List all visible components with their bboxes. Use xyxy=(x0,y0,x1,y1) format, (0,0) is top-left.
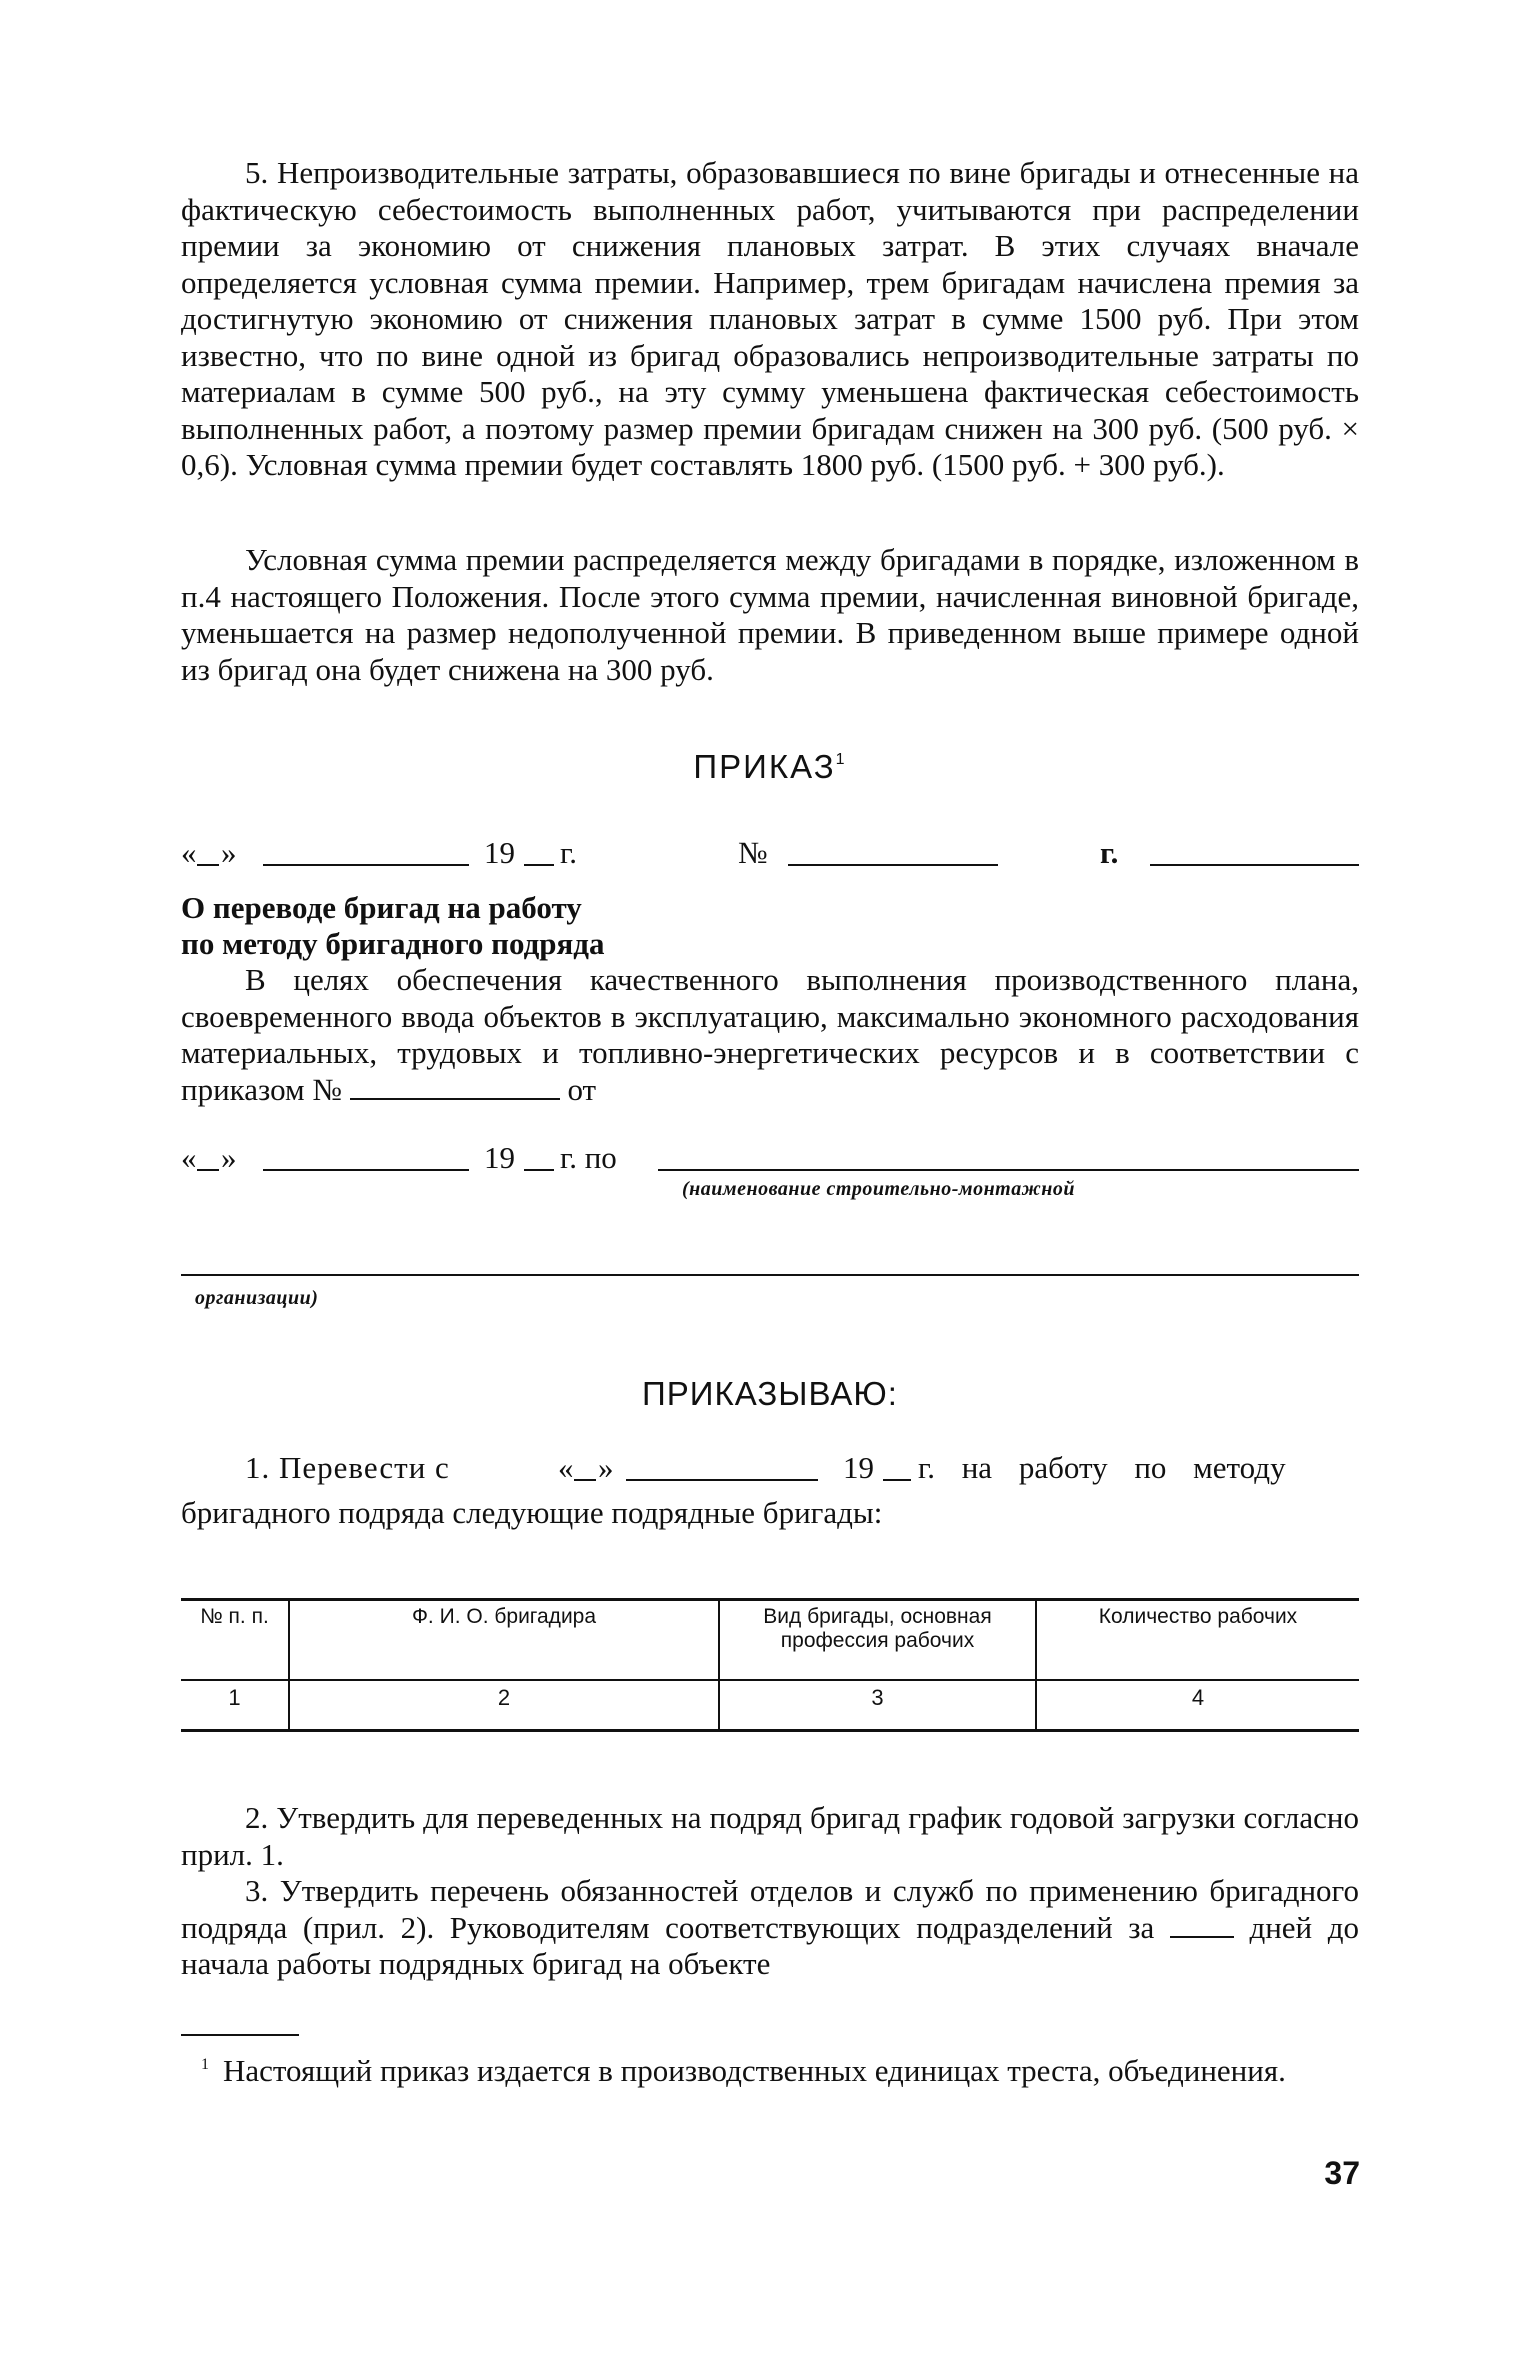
organization-name-blank xyxy=(658,1169,1359,1171)
date-month-blank xyxy=(263,864,469,866)
table-header-foreman: Ф. И. О. бригадира xyxy=(289,1600,719,1681)
order-preamble xyxy=(181,962,1359,1108)
item1-year-prefix: 19 xyxy=(843,1450,874,1485)
caption-organization-line1: (наименование строительно-монтажной xyxy=(682,1178,1075,1200)
order-title-footnote-mark: 1 xyxy=(835,751,847,768)
table-cell: 3 xyxy=(719,1680,1036,1731)
date-close-quote: » xyxy=(221,835,237,870)
date-year-prefix: 19 xyxy=(484,835,515,870)
item1-month-blank xyxy=(626,1479,818,1481)
page-number: 37 xyxy=(1324,2155,1360,2191)
order-subject-line1: О переводе бригад на работу xyxy=(181,890,582,925)
footnote-mark: 1 xyxy=(201,2056,209,2073)
item1-start: 1. Перевести с xyxy=(245,1450,450,1485)
ref-date-year-prefix: 19 xyxy=(484,1140,515,1175)
item3-text-part2: дней до начала работы подрядных бригад на объекте xyxy=(181,1909,1359,1981)
item1-year-blank xyxy=(883,1479,911,1481)
date-day-blank xyxy=(197,864,219,866)
footnote xyxy=(181,2047,1359,2089)
order-title xyxy=(181,748,1359,786)
item1-line2: бригадного подряда следующие подрядные бригады: xyxy=(181,1495,883,1530)
item-2: 2. Утвердить для переведенных на подряд бригад график годовой загрузки согласно прил. 1. xyxy=(181,1800,1359,1872)
paragraph-5: 5. Непроизводительные затраты, образовавшиеся по вине бригады и отнесенные на фактическую себестоимость выполненных работ, учитываются при распределении премии за экономию от снижения плановых затрат. В этих случаях вначале определяется условная сумма премии. Например, трем бригадам начислена премия за достигнутую экономию от снижения плановых затрат в сумме 1500 руб. При этом известно, что по вине одной из бригад образовались непроизводительные затраты по материалам в сумме 500 руб., на эту сумму уменьшена фактическая себестоимость выполненных работ, а поэтому размер премии бригадам снижен на 300 руб. (500 руб. × 0,6). Условная сумма премии будет составлять 1800 руб. (1500 руб. + 300 руб.). xyxy=(181,155,1359,482)
order-title-text: ПРИКАЗ xyxy=(693,748,836,785)
ref-date-day-blank xyxy=(197,1169,219,1171)
ref-date-by: г. по xyxy=(560,1140,617,1175)
ref-date-year-blank xyxy=(524,1169,554,1171)
order-number-blank xyxy=(788,864,998,866)
table-cell: 2 xyxy=(289,1680,719,1731)
order-subject-line2: по методу бригадного подряда xyxy=(181,926,605,961)
date-year-blank xyxy=(524,864,554,866)
order-preamble-text: В целях обеспечения качественного выполнения производственного плана, своевременного ввода объектов в эксплуатацию, максимально экономного расходования материальных, трудовых и топливно-энергетических ресурсов и в соответствии с приказом № xyxy=(181,962,1359,1107)
table-header-workers-count: Количество рабочих xyxy=(1036,1600,1359,1681)
command-heading: ПРИКАЗЫВАЮ: xyxy=(642,1375,898,1412)
paragraph-distribution: Условная сумма премии распределяется между бригадами в порядке, изложенном в п.4 настоящего Положения. После этого сумма премии, начисленная виновной бригаде, уменьшается на размер недополученной премии. В приведенном выше примере одной из бригад она будет снижена на 300 руб. xyxy=(181,542,1359,687)
footnote-text: Настоящий приказ издается в производственных единицах треста, объединения. xyxy=(223,2053,1286,2088)
city-blank xyxy=(1150,864,1359,866)
city-label: г. xyxy=(1100,835,1119,870)
item-3 xyxy=(181,1873,1359,1983)
item3-text-part1: 3. Утвердить перечень обязанностей отделов и служб по применению бригадного подряда (прил. 2). Руководителям соответствующих подразделений за xyxy=(181,1873,1359,1945)
ref-date-open-quote: « xyxy=(181,1140,197,1175)
order-number-label: № xyxy=(738,835,768,870)
date-year-suffix: г. xyxy=(560,835,577,870)
brigades-table xyxy=(181,1598,1359,1732)
organization-name-blank-2 xyxy=(181,1274,1359,1276)
caption-organization-line2: организации) xyxy=(195,1287,319,1309)
item3-days-blank xyxy=(1170,1910,1234,1938)
ref-date-close-quote: » xyxy=(221,1140,237,1175)
table-header-number: № п. п. xyxy=(181,1600,289,1681)
order-preamble-from: от xyxy=(567,1071,597,1107)
ref-date-month-blank xyxy=(263,1169,469,1171)
table-header-brigade-type: Вид бригады, основная профессия рабочих xyxy=(719,1600,1036,1681)
item1-day-blank xyxy=(574,1479,596,1481)
item1-close-quote: » xyxy=(598,1450,614,1485)
table-row xyxy=(181,1680,1359,1731)
footnote-separator xyxy=(181,2034,299,2036)
table-header-row xyxy=(181,1600,1359,1681)
table-cell: 4 xyxy=(1036,1680,1359,1731)
order-ref-number-blank xyxy=(350,1072,560,1100)
date-open-quote: « xyxy=(181,835,197,870)
item1-end: г. на работу по методу xyxy=(918,1450,1286,1485)
item1-open-quote: « xyxy=(558,1450,574,1485)
table-cell: 1 xyxy=(181,1680,289,1731)
